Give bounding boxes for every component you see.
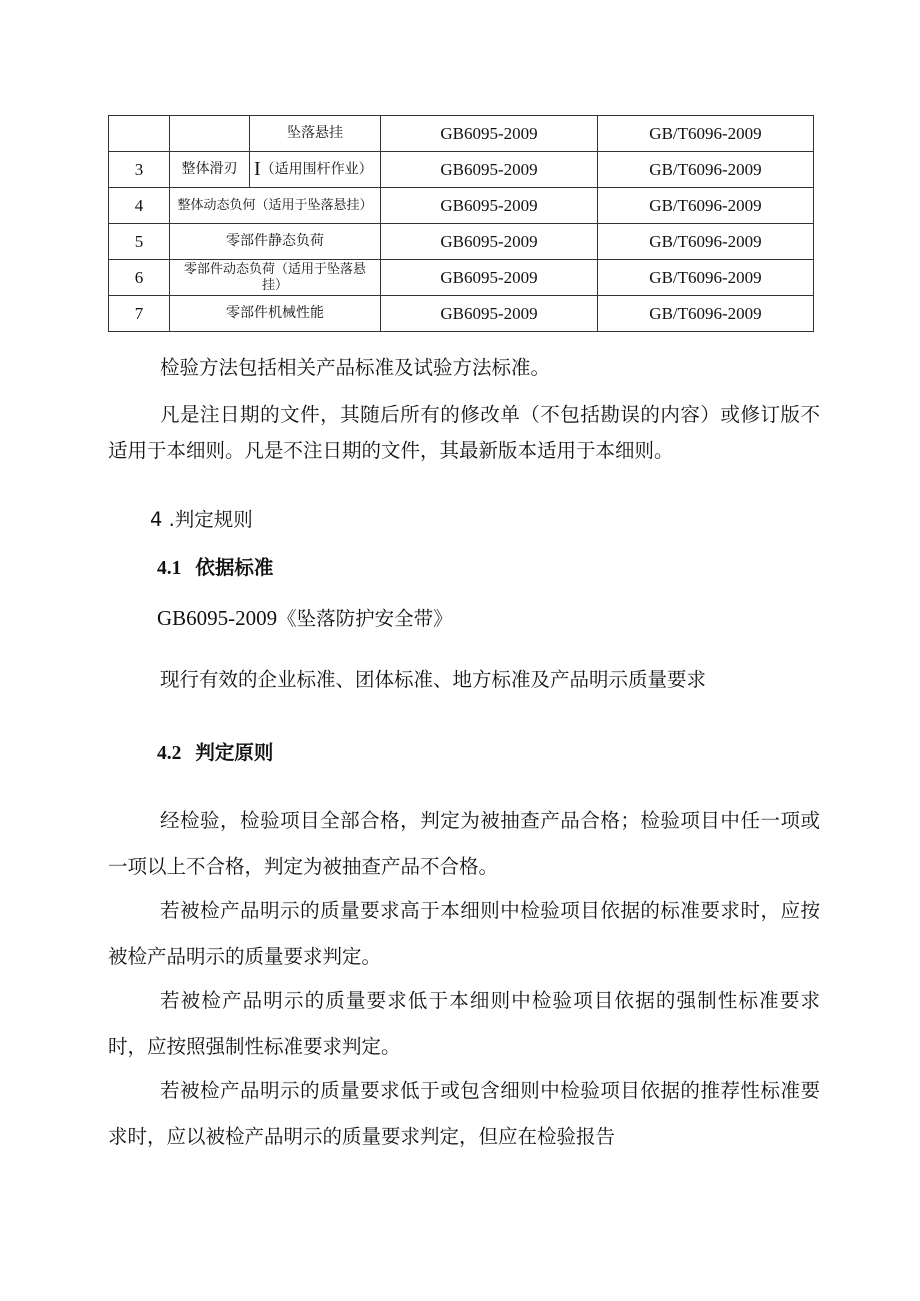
paragraph-principle-3 — [108, 978, 820, 1070]
table-row — [109, 224, 814, 260]
table-row — [109, 296, 814, 332]
item-cell: 零部件机械性能 — [170, 296, 381, 332]
inspection-table — [108, 115, 814, 332]
category-cell — [170, 116, 250, 152]
reference-standard — [157, 600, 837, 637]
test-standard-cell: GB/T6096-2009 — [598, 188, 814, 224]
paragraph-principle-2 — [108, 888, 820, 980]
heading-number: 4.1 — [157, 558, 182, 579]
item-cell — [170, 260, 381, 296]
table-row — [109, 260, 814, 296]
standard-name: 《坠落防护安全带》 — [277, 607, 453, 630]
section-heading-judgement: 4 .判定规则 — [150, 508, 253, 531]
item-cell — [170, 188, 381, 224]
paragraph-principle-4 — [108, 1068, 820, 1160]
item-cell: 零部件静态负荷 — [170, 224, 381, 260]
method-standard-cell: GB6095-2009 — [381, 224, 598, 260]
test-standard-cell: GB/T6096-2009 — [598, 260, 814, 296]
paragraph-text: 经检验，检验项目全部合格，判定为被抽查产品合格；检验项目中任一项或一项以上不合格，判定为被抽查产品不合格。 — [108, 809, 820, 878]
row-number: 5 — [109, 224, 170, 260]
item-mark: I — [254, 157, 261, 180]
heading-4-1 — [157, 552, 273, 580]
table-row — [109, 116, 814, 152]
paragraph-methods: 检验方法包括相关产品标准及试验方法标准。 — [160, 356, 551, 379]
method-standard-cell: GB6095-2009 — [381, 116, 598, 152]
test-standard-cell: GB/T6096-2009 — [598, 224, 814, 260]
item-text: （适用围杆作业） — [260, 161, 373, 178]
test-standard-cell: GB/T6096-2009 — [598, 296, 814, 332]
method-standard-cell: GB6095-2009 — [381, 296, 598, 332]
test-standard-cell: GB/T6096-2009 — [598, 152, 814, 188]
method-standard-cell: GB6095-2009 — [381, 152, 598, 188]
row-number — [109, 116, 170, 152]
method-standard-cell: GB6095-2009 — [381, 260, 598, 296]
standard-code: GB6095-2009 — [157, 606, 278, 630]
item-text: 整体动态负何（适用于坠落悬挂） — [177, 197, 373, 213]
method-standard-cell: GB6095-2009 — [381, 188, 598, 224]
test-standard-cell: GB/T6096-2009 — [598, 116, 814, 152]
row-number: 6 — [109, 260, 170, 296]
paragraph-text: 若被检产品明示的质量要求低于或包含细则中检验项目依据的推荐性标准要求时，应以被检产品明示的质量要求判定，但应在检验报告 — [108, 1079, 820, 1148]
row-number: 7 — [109, 296, 170, 332]
heading-number: 4.2 — [157, 743, 182, 764]
paragraph-text: 凡是注日期的文件，其随后所有的修改单（不包括勘误的内容）或修订版不适用于本细则。凡是不注日期的文件，其最新版本适用于本细则。 — [108, 403, 820, 462]
table-row — [109, 152, 814, 188]
paragraph-text: 若被检产品明示的质量要求低于本细则中检验项目依据的强制性标准要求时，应按照强制性标准要求判定。 — [108, 989, 820, 1058]
paragraph-principle-1 — [108, 798, 820, 890]
row-number: 4 — [109, 188, 170, 224]
row-number: 3 — [109, 152, 170, 188]
heading-text: 依据标准 — [195, 556, 274, 579]
item-cell — [250, 152, 381, 188]
item-text: 零部件动态负荷（适用于坠落悬挂） — [183, 261, 366, 293]
table-row — [109, 188, 814, 224]
paragraph-dated-files — [108, 397, 820, 469]
heading-4-2 — [157, 737, 273, 765]
item-cell: 坠落悬挂 — [250, 116, 381, 152]
paragraph-other-standards: 现行有效的企业标准、团体标准、地方标准及产品明示质量要求 — [160, 668, 707, 691]
heading-text: 判定原则 — [195, 741, 274, 764]
category-cell: 整体滑刃 — [170, 152, 250, 188]
paragraph-text: 若被检产品明示的质量要求高于本细则中检验项目依据的标准要求时，应按被检产品明示的质量要求判定。 — [108, 899, 820, 968]
